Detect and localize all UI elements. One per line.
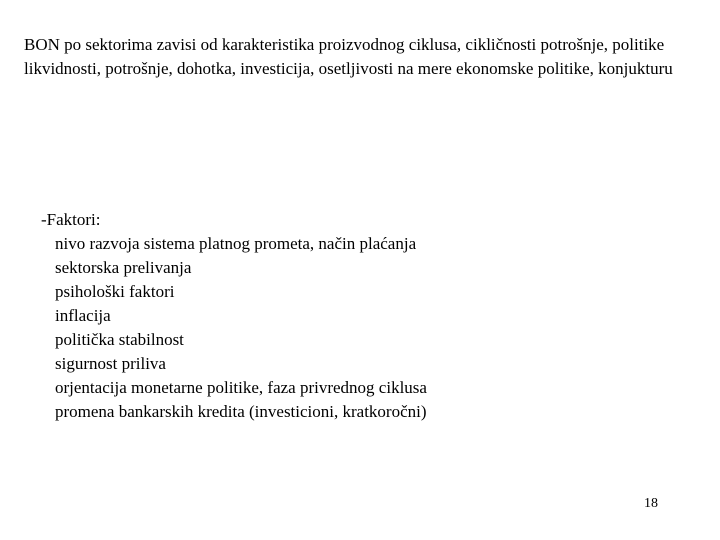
factor-item: inflacija (55, 306, 111, 325)
factors-section (41, 208, 427, 424)
factor-item: orjentacija monetarne politike, faza privrednog ciklusa (55, 378, 427, 397)
factor-item: politička stabilnost (55, 330, 184, 349)
intro-paragraph: BON po sektorima zavisi od karakteristika proizvodnog ciklusa, cikličnosti potrošnje, politike likvidnosti, potrošnje, dohotka, investicija, osetljivosti na mere ekonomske politike, konjukturu (24, 35, 673, 78)
factor-item: sigurnost priliva (55, 354, 166, 373)
factor-item: nivo razvoja sistema platnog prometa, način plaćanja (55, 234, 417, 253)
factor-item: sektorska prelivanja (55, 258, 192, 277)
page-number: 18 (644, 496, 658, 511)
factors-heading: -Faktori: (41, 210, 101, 229)
factor-item: promena bankarskih kredita (investicioni, kratkoročni) (55, 402, 427, 421)
factors-list (41, 232, 427, 424)
factor-item: psihološki faktori (55, 282, 175, 301)
